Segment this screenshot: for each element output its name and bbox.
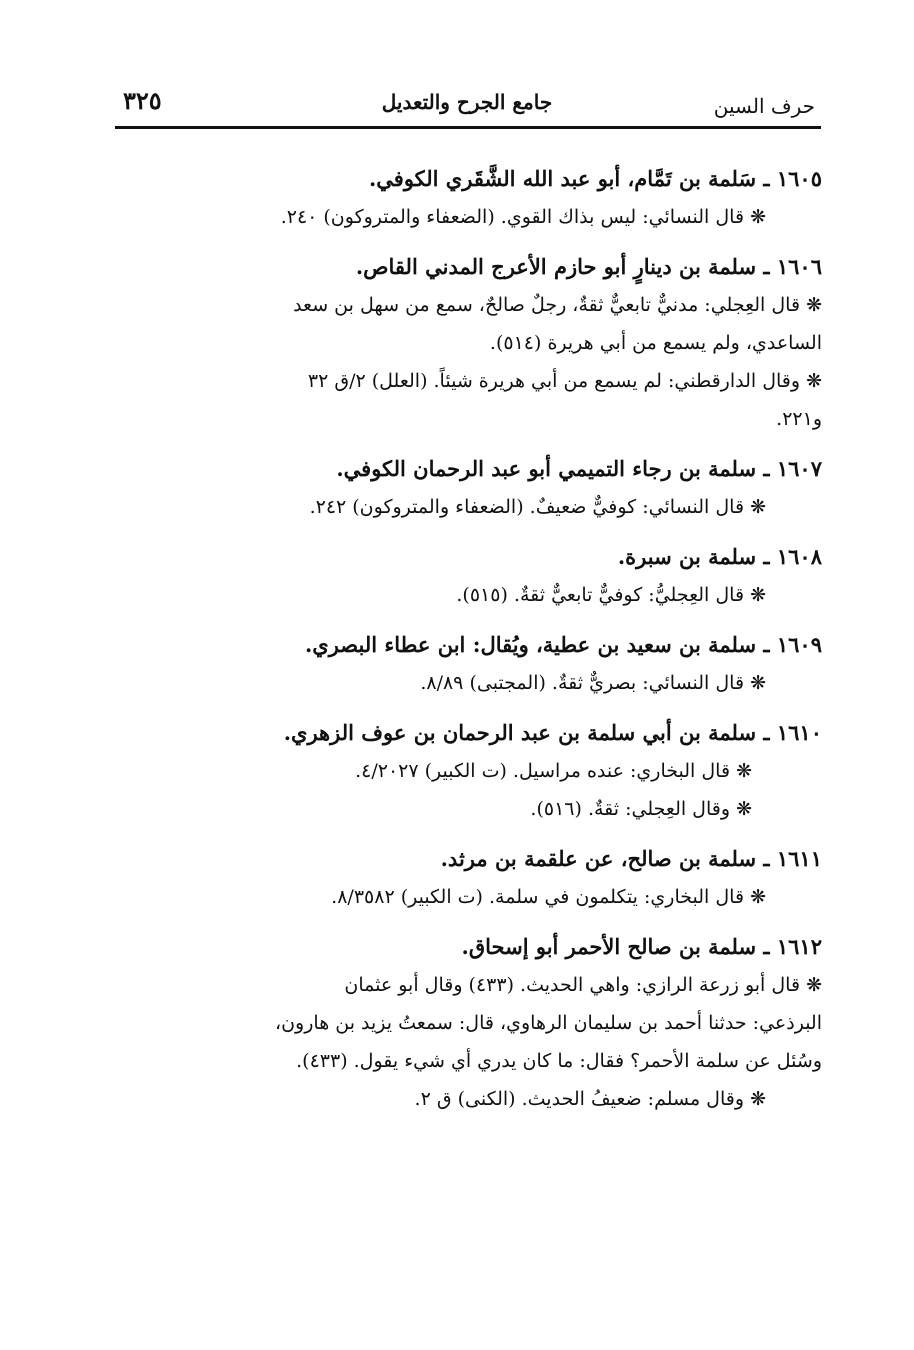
entry-line: ❋ قال النسائي: ليس بذاك القوي. (الضعفاء والمتروكون) ٢٤٠. [280, 206, 766, 228]
entry-heading: ١٦٠٨ ـ سلمة بن سبرة. [617, 544, 822, 569]
entry-1610 [100, 714, 822, 828]
chapter-title: حرف السين [713, 94, 815, 118]
entry-1606 [100, 248, 822, 438]
entry-1612 [100, 928, 822, 1118]
entry-line: ❋ قال البخاري: عنده مراسيل. (ت الكبير) ٤/٢٠٢٧. [355, 760, 752, 782]
entry-heading: ١٦١٢ ـ سلمة بن صالح الأحمر أبو إسحاق. [461, 934, 822, 959]
entry-line: وسُئل عن سلمة الأحمر؟ فقال: ما كان يدري أي شيء يقول. (٤٣٣). [296, 1050, 822, 1072]
entry-line: ❋ وقال العِجلي: ثقةٌ. (٥١٦). [530, 798, 752, 820]
entry-line: ❋ وقال مسلم: ضعيفُ الحديث. (الكنى) ق ٢. [414, 1088, 766, 1110]
entry-line: ❋ قال البخاري: يتكلمون في سلمة. (ت الكبير) ٨/٣٥٨٢. [331, 886, 766, 908]
page-header [115, 78, 819, 124]
entry-line: ❋ قال أبو زرعة الرازي: واهي الحديث. (٤٣٣) وقال أبو عثمان [344, 974, 822, 996]
entry-1609 [100, 626, 822, 702]
entry-line: ❋ قال النسائي: بصريٌّ ثقةٌ. (المجتبى) ٨/٨٩. [420, 672, 766, 694]
entry-1608 [100, 538, 822, 614]
entry-line: ❋ وقال الدارقطني: لم يسمع من أبي هريرة شيئاً. (العلل) ٢/ق ٣٢ [307, 370, 822, 392]
entry-heading: ١٦٠٧ ـ سلمة بن رجاء التميمي أبو عبد الرحمان الكوفي. [336, 456, 822, 481]
entry-heading: ١٦١١ ـ سلمة بن صالح، عن علقمة بن مرثد. [440, 846, 822, 871]
page-number: ٣٢٥ [123, 86, 162, 115]
entry-line: البرذعي: حدثنا أحمد بن سليمان الرهاوي، قال: سمعتُ يزيد بن هارون، [274, 1012, 822, 1034]
book-title: جامع الجرح والتعديل [381, 90, 553, 114]
entry-line: الساعدي، ولم يسمع من أبي هريرة (٥١٤). [489, 332, 822, 354]
entry-line: ❋ قال النسائي: كوفيٌّ ضعيفٌ. (الضعفاء والمتروكون) ٢٤٢. [309, 496, 766, 518]
entry-heading: ١٦٠٩ ـ سلمة بن سعيد بن عطية، ويُقال: ابن عطاء البصري. [304, 632, 822, 657]
entry-line: و٢٢١. [776, 408, 822, 430]
entry-heading: ١٦٠٥ ـ سَلمة بن تَمَّام، أبو عبد الله الشَّقَري الكوفي. [368, 166, 822, 191]
entry-1611 [100, 840, 822, 916]
entry-1605 [100, 160, 822, 236]
entry-line: ❋ قال العِجلي: مدنيٌّ تابعيٌّ ثقةٌ، رجلٌ صالحٌ، سمع من سهل بن سعد [293, 294, 822, 316]
entry-heading: ١٦١٠ ـ سلمة بن أبي سلمة بن عبد الرحمان بن عوف الزهري. [283, 720, 822, 745]
page-body [100, 160, 822, 1130]
entry-1607 [100, 450, 822, 526]
entry-line: ❋ قال العِجليُّ: كوفيٌّ تابعيٌّ ثقةٌ. (٥١٥). [456, 584, 766, 606]
entry-heading: ١٦٠٦ ـ سلمة بن دينارٍ أبو حازم الأعرج المدني القاص. [355, 254, 822, 279]
header-rule [115, 126, 821, 129]
